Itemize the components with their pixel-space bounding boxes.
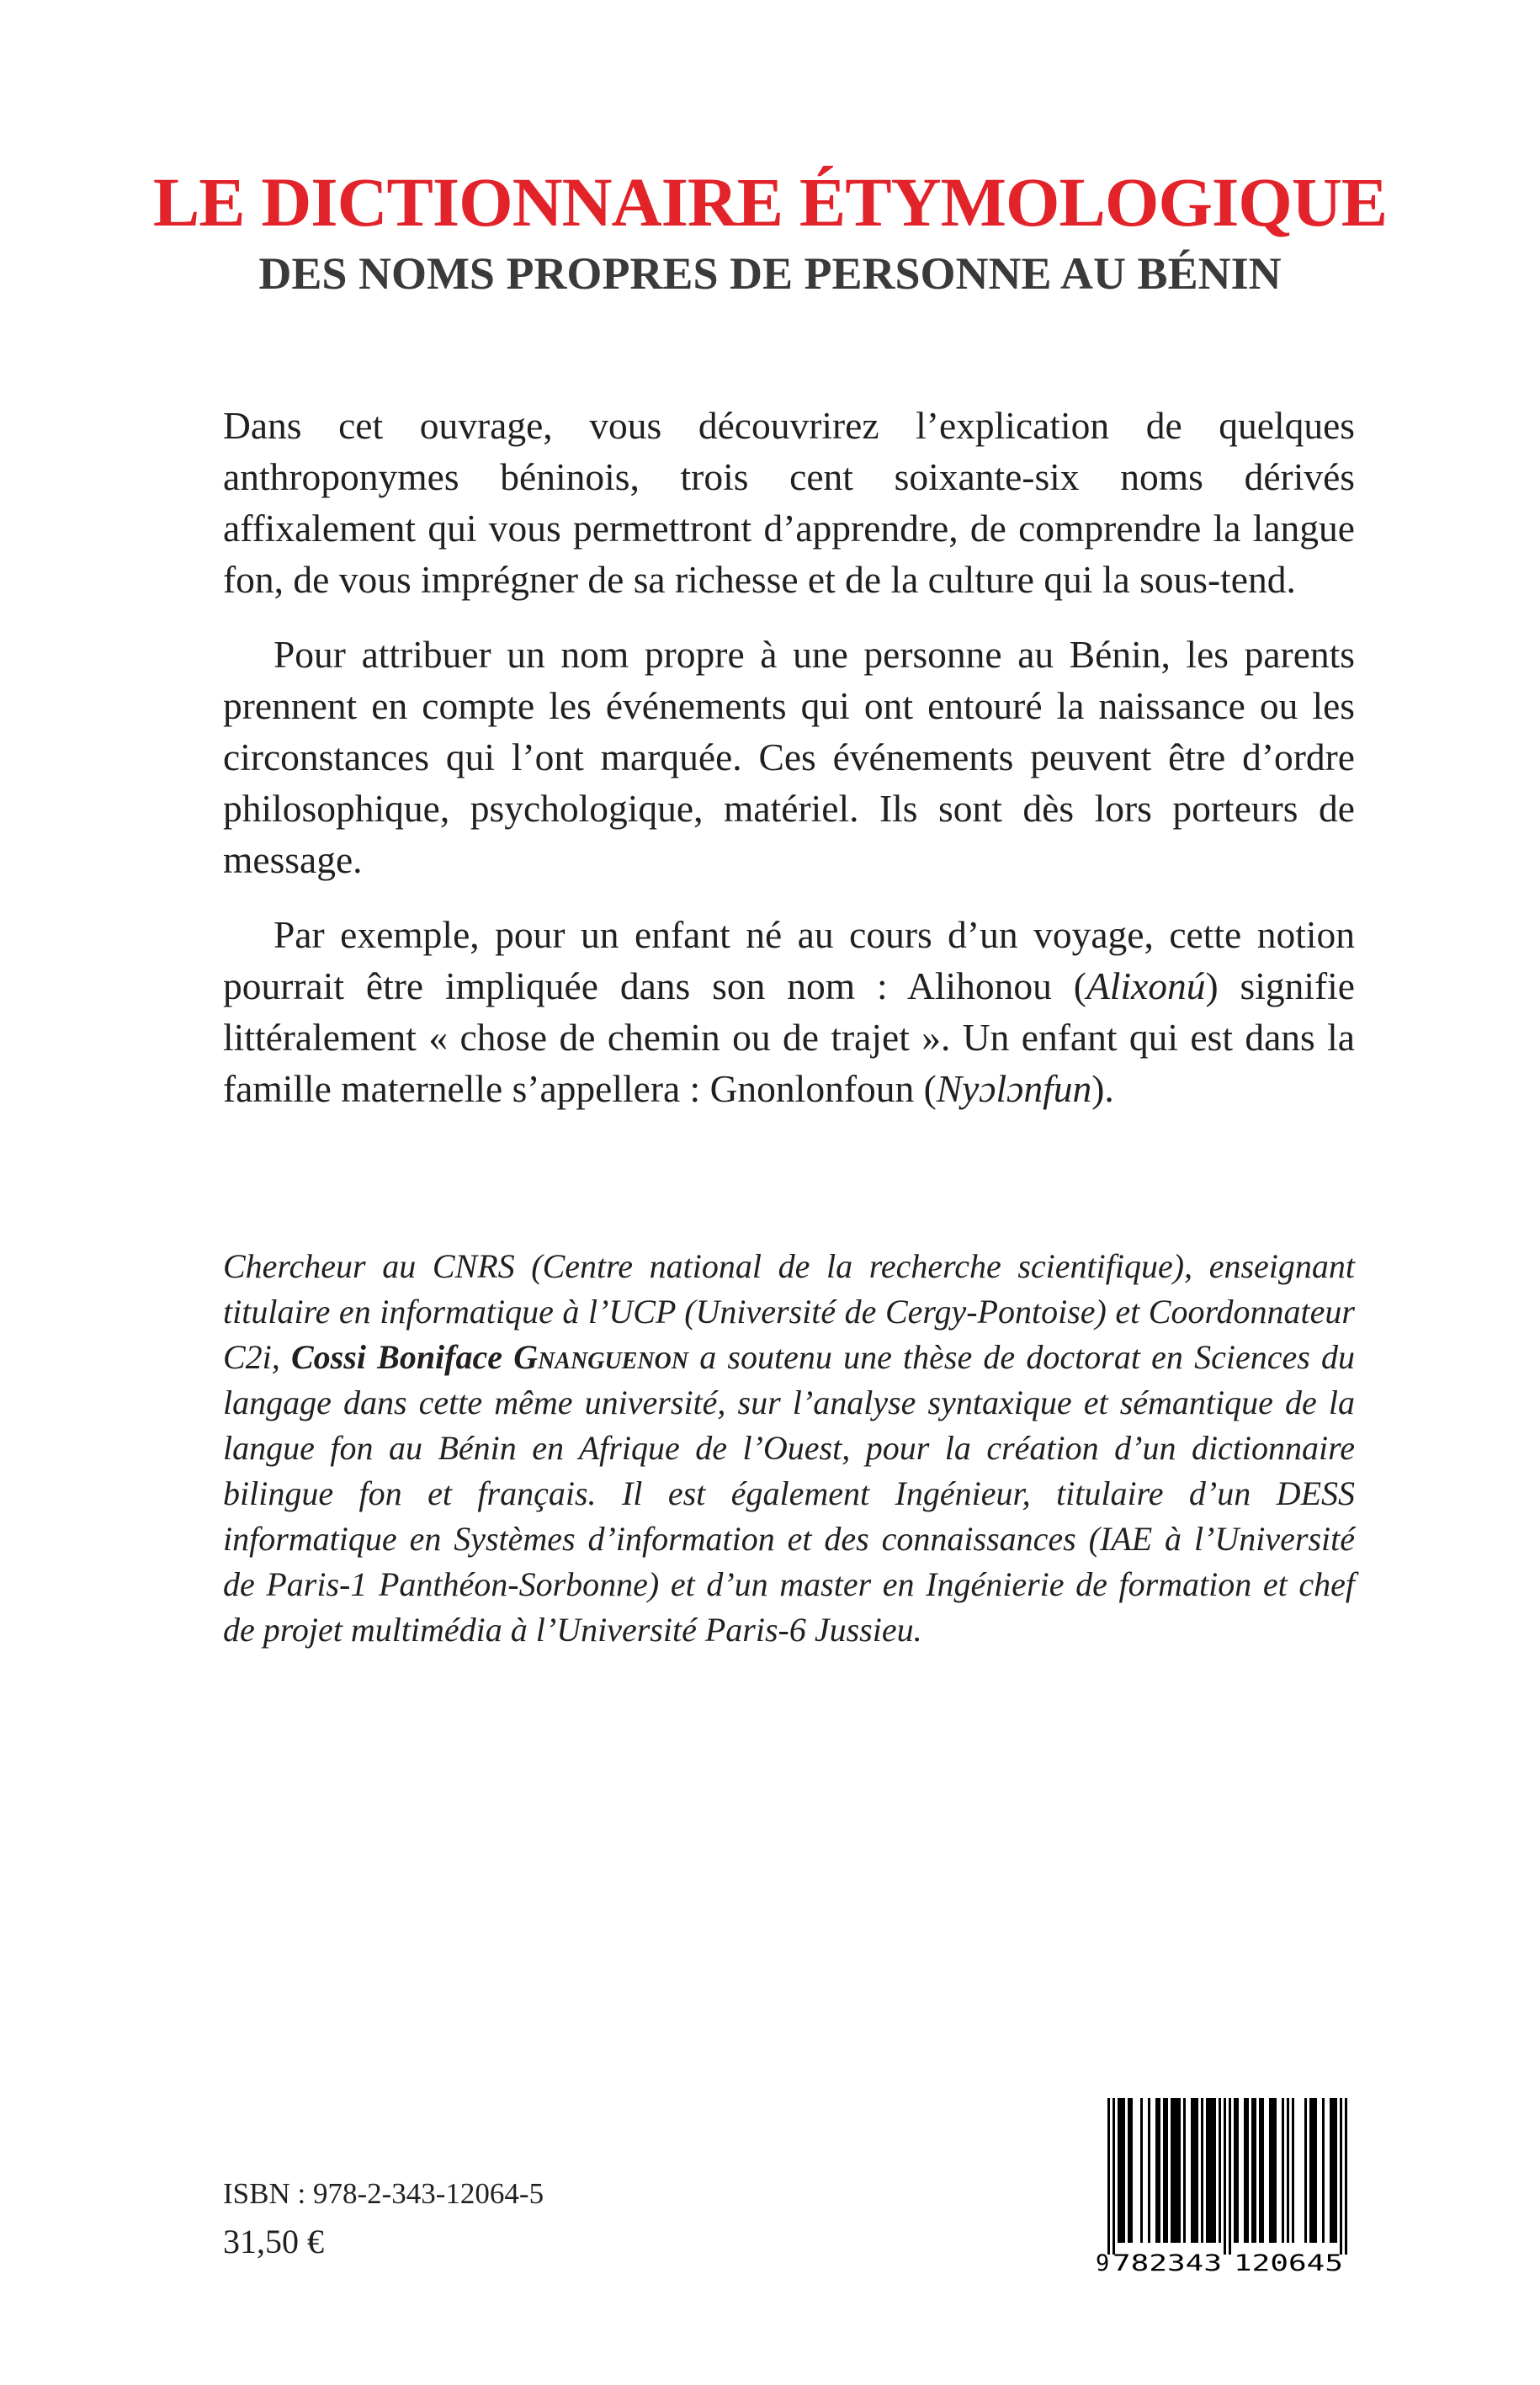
barcode-left-group: 782343 bbox=[1113, 2250, 1222, 2275]
barcode-bar bbox=[1261, 2098, 1264, 2243]
barcode-bar bbox=[1244, 2098, 1246, 2243]
author-biography: Chercheur au CNRS (Centre national de la recherche scientifique), enseignant titulaire en informatique à l’UCP (Université de Cergy-Pontoise) et Coordonnateur C2i, Cossi Boniface Gnanguenon a soutenu une thèse de doctorat en Sciences du langage dans cette même université, sur l’analyse syntaxique et sémantique de la langue fon au Bénin en Afrique de l’Ouest, pour la création d’un dictionnaire bilingue fon et français. Il est également Ingénieur, titulaire d’un DESS informatique en Systèmes d’information et des connaissances (IAE à l’Université de Paris-1 Panthéon-Sorbonne) et d’un master en Ingénierie de formation et chef de projet multimédia à l’Université Paris-6 Jussieu. bbox=[223, 1247, 1356, 1649]
barcode-bar bbox=[1282, 2098, 1284, 2243]
barcode-bar bbox=[1312, 2098, 1314, 2243]
barcode-bar bbox=[1183, 2098, 1186, 2243]
summary-paragraph-2: Pour attribuer un nom propre à une personne au Bénin, les parents prennent en compte les événements qui ont entouré la naissance ou les circonstances qui l’ont marquée. Ces événements peuvent être d’ordre philosophique, psychologique, matériel. Ils sont dès lors porteurs de message. bbox=[223, 633, 1355, 881]
barcode-bar bbox=[1236, 2098, 1239, 2243]
barcode-bar bbox=[1330, 2098, 1332, 2243]
barcode-bar bbox=[1128, 2098, 1130, 2243]
fon-word-nyolonfun: Nyɔlɔnfun bbox=[936, 1067, 1092, 1110]
barcode-bar bbox=[1345, 2098, 1347, 2255]
barcode-bar bbox=[1155, 2098, 1158, 2243]
barcode-bar bbox=[1148, 2098, 1150, 2243]
barcode-bar bbox=[1118, 2098, 1120, 2243]
barcode-bar bbox=[1120, 2098, 1123, 2243]
barcode-bar bbox=[1193, 2098, 1196, 2243]
book-title: LE DICTIONNAIRE ÉTYMOLOGIQUE bbox=[152, 163, 1388, 241]
fon-word-alixonu: Alixonú bbox=[1086, 964, 1206, 1007]
barcode-bar bbox=[1332, 2098, 1335, 2243]
barcode-bar bbox=[1269, 2098, 1272, 2243]
barcode-bar bbox=[1229, 2098, 1231, 2255]
barcode-bar bbox=[1206, 2098, 1208, 2243]
barcode-bar bbox=[1213, 2098, 1216, 2243]
barcode-bar bbox=[1224, 2098, 1226, 2255]
barcode-bar bbox=[1211, 2098, 1213, 2243]
barcode-bar bbox=[1171, 2098, 1173, 2243]
barcode-bar bbox=[1274, 2098, 1277, 2243]
barcode-bar bbox=[1140, 2098, 1143, 2243]
barcode-bar bbox=[1259, 2098, 1261, 2243]
barcode-bar bbox=[1178, 2098, 1181, 2243]
barcode-bar bbox=[1234, 2098, 1236, 2243]
barcode-bar bbox=[1173, 2098, 1176, 2243]
barcode-bar bbox=[1254, 2098, 1256, 2243]
summary-paragraph-3: Par exemple, pour un enfant né au cours d’un voyage, cette notion pourrait être impliquée dans son nom : Alihonou (Alixonú) signifie littéralement « chose de chemin ou de trajet ». Un enfant qui est dans la famille maternelle s’appellera : Gnonlonfoun (Nyɔlɔnfun). bbox=[223, 913, 1355, 1110]
barcode-bar bbox=[1166, 2098, 1168, 2243]
barcode-bar bbox=[1191, 2098, 1193, 2243]
barcode-bar bbox=[1340, 2098, 1342, 2255]
barcode-first-digit: 9 bbox=[1096, 2250, 1110, 2275]
barcode-bar bbox=[1163, 2098, 1166, 2243]
barcode-bar bbox=[1251, 2098, 1254, 2243]
barcode-bar bbox=[1123, 2098, 1125, 2243]
barcode-bar bbox=[1246, 2098, 1249, 2243]
barcode-bar bbox=[1272, 2098, 1274, 2243]
barcode-bar bbox=[1107, 2098, 1110, 2255]
barcode-bar bbox=[1287, 2098, 1289, 2243]
book-subtitle: DES NOMS PROPRES DE PERSONNE AU BÉNIN bbox=[258, 248, 1282, 299]
barcode-bars bbox=[1107, 2098, 1347, 2255]
barcode-bar bbox=[1158, 2098, 1160, 2243]
barcode bbox=[1094, 2098, 1362, 2275]
barcode-bar bbox=[1292, 2098, 1294, 2243]
barcode-bar bbox=[1176, 2098, 1178, 2243]
barcode-bar bbox=[1314, 2098, 1317, 2243]
book-summary bbox=[223, 400, 1355, 1138]
summary-paragraph-1: Dans cet ouvrage, vous découvrirez l’explication de quelques anthroponymes béninois, trois cent soixante-six noms dérivés affixalement qui vous permettront d’apprendre, de comprendre la langue fon, de vous imprégner de sa richesse et de la culture qui la sous-tend. bbox=[223, 404, 1355, 601]
barcode-bar bbox=[1309, 2098, 1312, 2243]
barcode-bar bbox=[1335, 2098, 1337, 2243]
price: 31,50 € bbox=[223, 2223, 324, 2260]
author-last-name: Gnanguenon bbox=[513, 1338, 689, 1376]
barcode-bar bbox=[1130, 2098, 1133, 2243]
barcode-bar bbox=[1304, 2098, 1307, 2243]
barcode-bar bbox=[1219, 2098, 1221, 2243]
barcode-bar bbox=[1322, 2098, 1325, 2243]
barcode-bar bbox=[1113, 2098, 1115, 2255]
barcode-bar bbox=[1201, 2098, 1203, 2243]
isbn-number: ISBN : 978-2-343-12064-5 bbox=[223, 2177, 544, 2210]
barcode-bar bbox=[1208, 2098, 1211, 2243]
barcode-right-group: 120645 bbox=[1234, 2250, 1343, 2275]
barcode-bar bbox=[1196, 2098, 1198, 2243]
author-first-name: Cossi Boniface bbox=[291, 1338, 514, 1376]
